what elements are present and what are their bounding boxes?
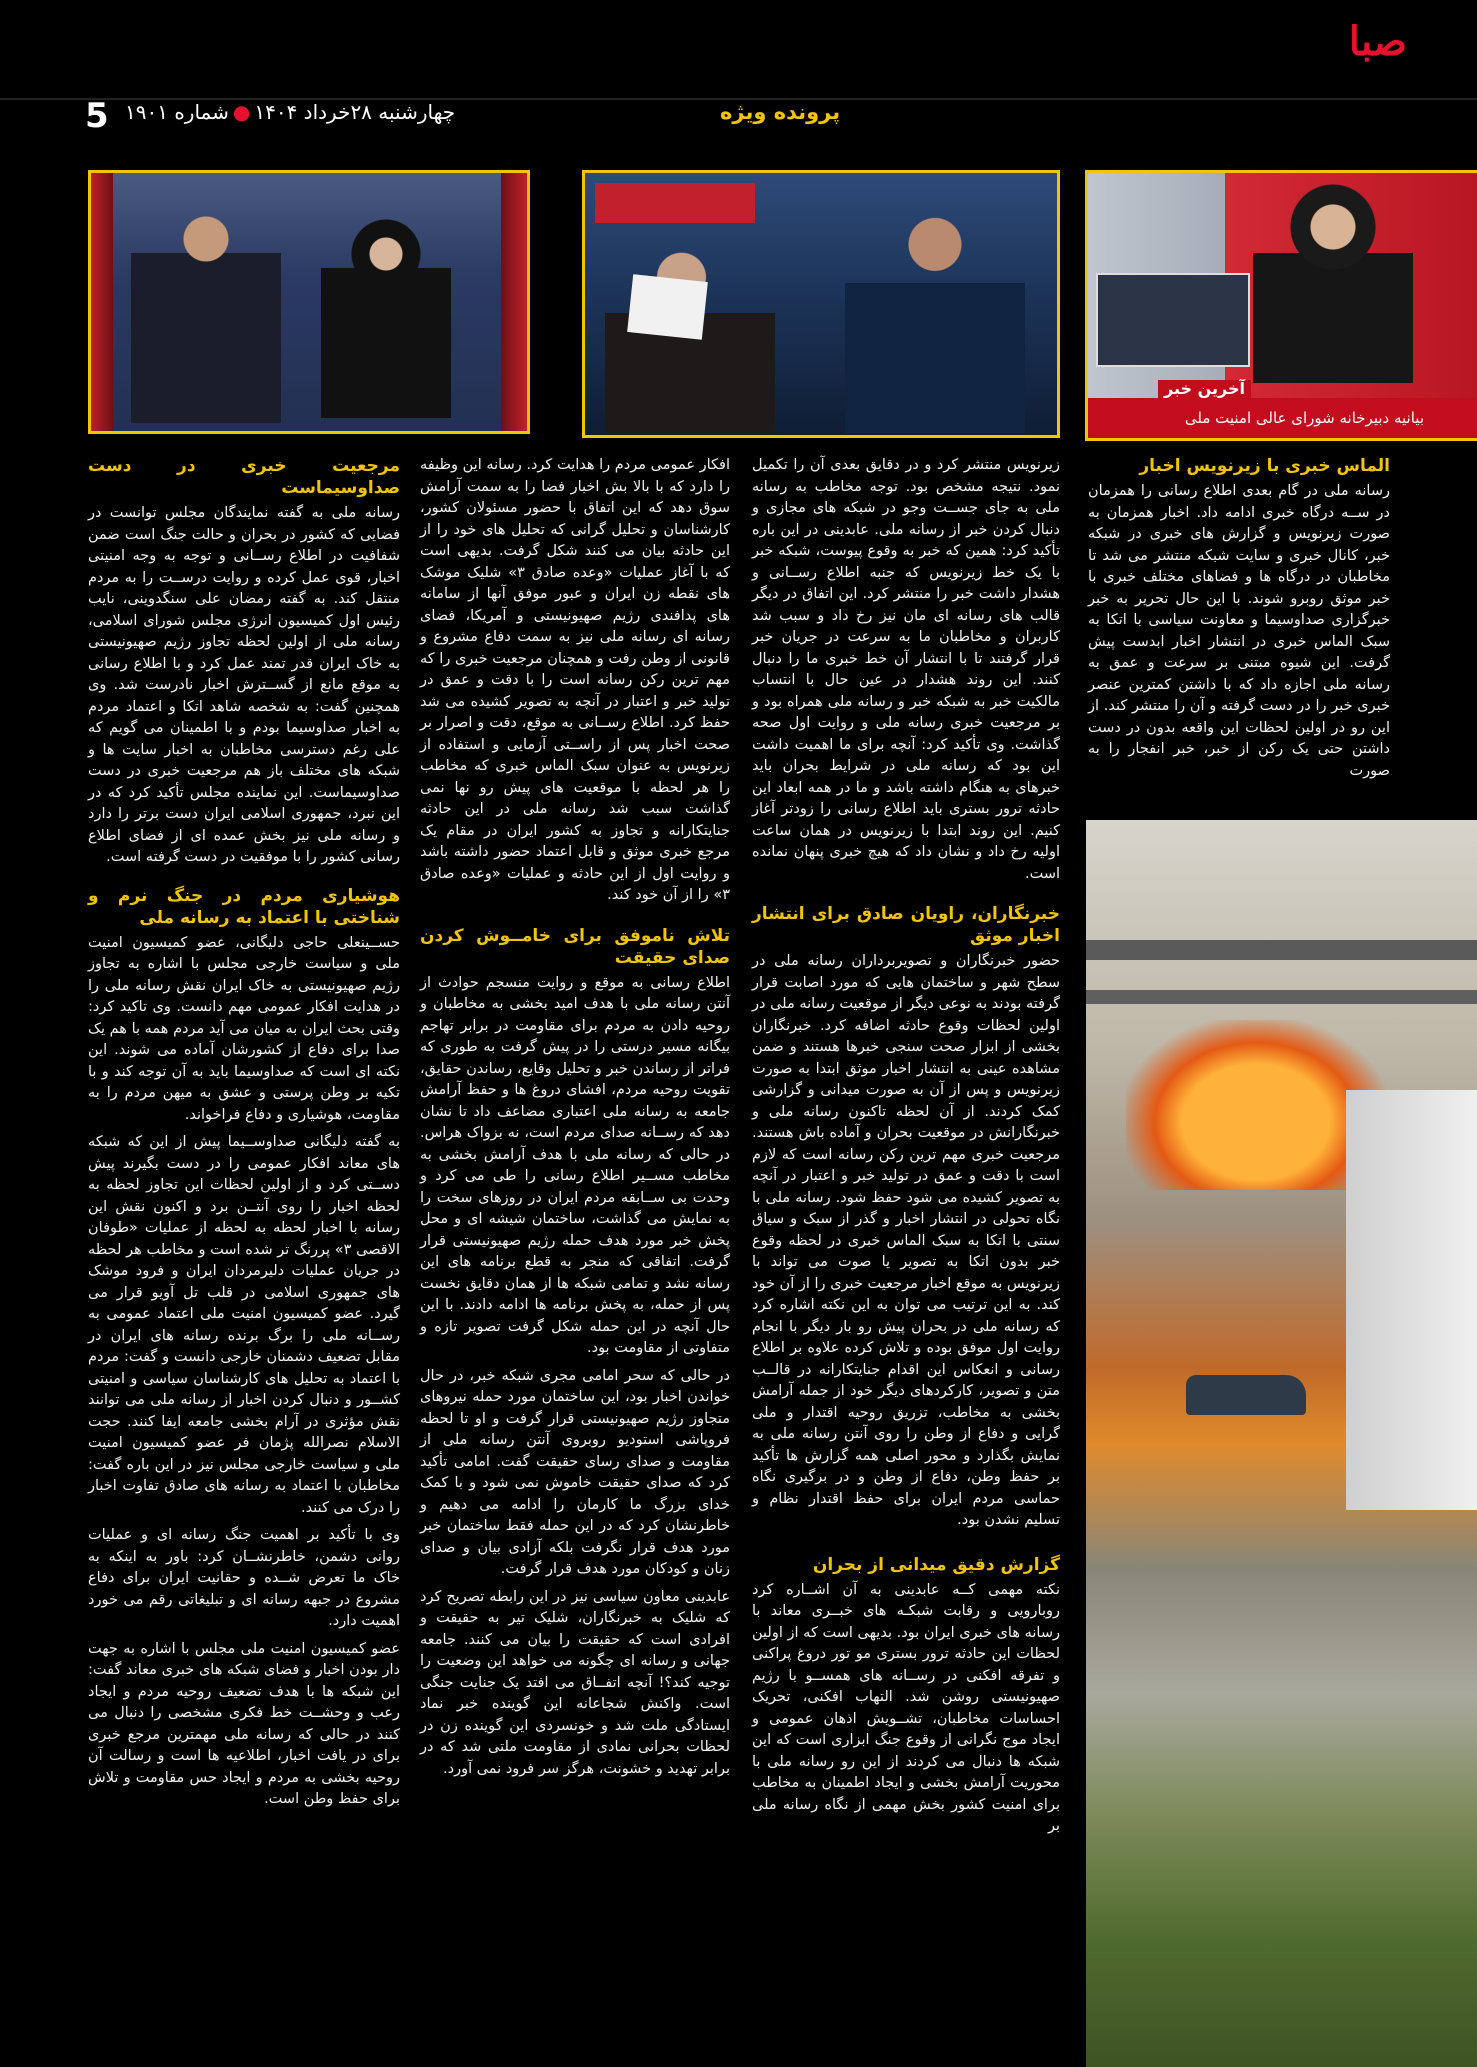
guest-figure	[131, 193, 281, 423]
news-ticker-text: بیانیه دبیرخانه شورای عالی امنیت ملی	[1184, 409, 1424, 427]
article-heading: خبرنگاران، راویان صادق برای انتشار اخبار موثق	[752, 904, 1060, 946]
car	[1186, 1375, 1306, 1415]
article-paragraph: عضو کمیسیون امنیت ملی مجلس با اشاره به جهت دار بودن اخبار و فضای شبکه های خبری معاند گفت: این شبکه ها با هدف تضعیف روحیه مردم و ایجاد رعب و وحشــت خط فکری مشخصی را دنبال می کنند در حالی که رسانه ملی مهمترین مرجع خبری برای در یافت اخبار، اطلاعیه ها است و رسالت آن روحیه بخشی به مردم و ایجاد حس مقاومت و تلاش برای حفظ وطن است.	[88, 1640, 400, 1807]
article-heading: تلاش ناموفق برای خامــوش کردن صدای حقیقت	[420, 925, 730, 968]
article-paragraph: عابدینی معاون سیاسی نیز در این رابطه تصریح کرد که شلیک به خبرنگاران، شلیک تیر به حقیقت و افرادی است که حقیقت را بیان می کنند. جامعه جهانی و رسانه ای چگونه می خواهد این وضعیت را توجیه کند؟! آنچه اتفــاق می افتد یک جنایت جنگی است. واکنش شجاعانه این گوینده خبر نماد ایستادگی ملت شد و خونسردی این گوینده زن در لحظات بحرانی نمادی از مقاومت ملتی شد که در برابر تهدید و خشونت، هرگز سر فرود نمی آورد.	[420, 1588, 730, 1777]
article-heading: مرجعیت خبری در دست صداوسیماست	[88, 456, 400, 498]
article-paragraph: اطلاع رسانی به موقع و روایت منسجم حوادث از آنتن رسانه ملی با هدف امید بخشی به مخاطبان و روحیه دادن به مردم برای مقاومت در برابر تهاجم بیگانه مسیر درستی را در پیش گرفت به طوری که فراتر از رساندن خبر و تحلیل وقایع، رساندن حقایق، تقویت روحیه مردم، افشای دروغ ها و حفظ آرامش جامعه به رسانه ملی اعتباری مضاعف داد تا نشان دهد که رســانه صدای مردم است، نه بزواک هراس. در حالی که رسانه ملی با هدف آرامش بخشی به مخاطب مســیر اطلاع رسانی را طی می کرد و وحدت بی ســابقه مردم ایران در روزهای سخت را به نمایش می گذاشت، ساختمان شیشه ای و محل پخش خبر مورد هدف حمله رژیم صهیونیستی قرار گرفت. اتفاقی که منجر به قطع برنامه های این رسانه نشد و تمامی شبکه ها از همان دقایق نخست پس از حمله، به پخش برنامه ها ادامه دادند. با این حال آنچه در این حمله شکل گرفت تصویر تازه و متفاوتی از مقاومت بود.	[420, 974, 730, 1356]
article-paragraph: به گفته دلیگانی صداوســیما پیش از این که شبکه های معاند افکار عمومی را در دست بگیرند پیش دســتی کرد و از اولین لحظات این تجاوز لحظه به لحظه اخبار را روی آنتــن برد و اکنون نقش این رسانه با اخبار لحظه به لحظه از عملیات «طوفان الاقصی ۳» پررنگ تر شده است و مخاطب هر لحظه در جریان عملیات دلیرمردان ایران و فرود موشک های جمهوری اسلامی در قلب تل آویو قرار می گیرد. عضو کمیسیون امنیت ملی اعتماد عمومی به رســانه ملی را برگ برنده رسانه های ایران در مقابل تضعیف دشمنان خارجی دانست و گفت: مردم با اعتماد به تحلیل های کارشناسان سیاسی و امنیتی کشــور و دنبال کردن اخبار از رسانه ملی می توانند نقش مؤثری در آرام بخشی جامعه ایفا کنند. حجت الاسلام نصرالله پژمان فر عضو کمیسیون امنیت ملی و سیاست خارجی مجلس نیز در این باره گفت: مخاطبان با اعتماد به رسانه های صادق تفاوت اخبار را درک می کنند.	[88, 1134, 400, 1516]
photo-building-fire	[1086, 820, 1477, 2067]
article-paragraph: رسانه ملی به گفته نمایندگان مجلس توانست در فضایی که کشور در بحران و حالت جنگ است ضمن شفافیت در اطلاع رســانی و توجه به وجه امنیتی اخبار، قوی عمل کرده و روایت درســت را به مردم منتقل کند. به گفته رمضان علی سنگدوینی، نایب رئیس اول کمیسیون انرژی مجلس شورای اسلامی، رسانه ملی از اولین لحظه تجاوز رژیم صهیونیستی به خاک ایران قدر تمند عمل کرد و با اطلاع رسانی به موقع مانع از گســترش اخبار نادرست شد. وی همچنین گفت: به شخصه شاهد اتکا و اعتماد مردم به اخبار صداوسیما بودم و با اطمینان می گویم که علی رغم دسترسی مخاطبان به اخبار سایت ها و شبکه های مختلف باز هم مرجعیت خبری در دست صداوسیماست. این نماینده مجلس تأکید کرد که در این نبرد، جمهوری اسلامی ایران دست برتر را دارد و رسانه ملی نیز بخش عمده ای از فضای اطلاع رسانی کشور را با موفقیت در دست گرفته است.	[88, 505, 400, 865]
article-diamond-news	[1088, 455, 1390, 788]
article-paragraph: حســینعلی حاجی دلیگانی، عضو کمیسیون امنیت ملی و سیاست خارجی مجلس با اشاره به تجاوز رژیم صهیونیستی به خاک ایران نقش رسانه ملی را در هدایت افکار عمومی مهم دانست. وی تاکید کرد: وقتی بحث ایران به میان می آید مردم همه با هم یک صدا برای دفاع از کشورشان آماده می شوند. این نکته ای است که صداوسیما باید به آن توجه کند و با تکیه بر وطن پرستی و عشق به میهن مردم را به مقاومت، هوشیاری و دفاع فراخواند.	[88, 934, 400, 1123]
article-paragraph: در حالی که سحر امامی مجری شبکه خبر، در حال خواندن اخبار بود، این ساختمان مورد حمله نیروهای متجاوز رژیم صهیونیستی قرار گرفت و او تا لحظه فروپاشی استودیو روبروی آنتن رسانه ملی از مقاومت و صدای رسای حقیقت گفت. امامی تأکید کرد که صدای حقیقت خاموش نمی شود و با کمک خدای بزرگ ما کارمان را ادامه می دهیم و خاطرنشان کرد که در این حمله فقط ساختمان خبر مورد هدف قرار نگرفت بلکه آزادی بیان و صدای زنان و کودکان مورد هدف قرار گرفت.	[420, 1367, 730, 1577]
dateline-separator: ●	[232, 100, 251, 124]
anchor-figure	[321, 218, 451, 418]
news-ticker	[1088, 379, 1477, 438]
page-header	[0, 0, 1477, 136]
photo-studio-paper	[582, 170, 1060, 438]
dateline	[125, 100, 455, 124]
article-column-4	[88, 455, 400, 1817]
article-paragraph: حضور خبرنگاران و تصویربرداران رسانه ملی در سطح شهر و ساختمان هایی که مورد اصابت قرار گرفته بودند به نوعی دیگر از موقعیت رسانه ملی در اولین لحظات وقوع حادثه اضافه کرد. خبرنگاران بخشی از ابزار صحت سنجی خبرها هستند و ضمن مشاهده عینی به انتشار اخبار موثق ابتدا به صورت زیرنویس و پس از آن به صورت میدانی و گزارشی کمک کردند. از آن لحظه تاکنون رسانه ملی و خبرنگارانش در موقعیت بحران و آماده باش هستند. مرجعیت خبری مهم ترین رکن رسانه است که لازم است با دقت و عمق در تولید خبر و اعتبار در آنچه به تصویر کشیده می شود حفظ شود. رسانه ملی با نگاه تحولی در انتشار اخبار و گذر از سبک و سیاق سنتی با اتکا به سبک الماس خبری در لحظه وقوع خبر بدون اتکا به تصویر یا صوت می تواند با زیرنویس به موقع اخبار مرجعیت خبری را از آن خود کند. به این ترتیب می توان به این نکته اشاره کرد که رسانه ملی در بحران پیش رو بار دیگر با انجام روایت اول موفق بوده و تلاش کرده علاوه بر اطلاع رسانی و انعکاس این اقدام جنایتکارانه در قالــب متن و تصویر، کارکردهای دیگر خود از جمله آرامش بخشی به مخاطب، تزریق روحیه اقتدار و ملی گرایی و دفاع از وطن را روی آنتن رسانه ملی به نمایش بگذارد و محور اصلی همه گزارش ها تأکید بر حفظ وطن، دفاع از وطن و در برگیری نگاه حماسی مردم ایران برای حفظ اقتدار نظام و تسلیم نشدن بود.	[752, 953, 1060, 1528]
host-figure	[845, 203, 1025, 433]
magazine-logo: صبا	[1348, 18, 1407, 65]
photo-tv-news	[1085, 170, 1477, 441]
paper-sheet	[627, 274, 708, 340]
article-heading: هوشیاری مردم در جنگ نرم و شناختی با اعتماد به رسانه ملی	[88, 885, 400, 928]
issue-date: چهارشنبه ۲۸خرداد ۱۴۰۴	[254, 100, 456, 124]
article-paragraph: رسانه ملی در گام بعدی اطلاع رسانی را همزمان در ســه درگاه خبری ادامه داد. اخبار همزمان به صورت زیرنویس و گزارش های خبری در شبکه خبر، کانال خبری و سایت شبکه منتشر می شد تا مخاطبان در درگاه ها و فضاهای مختلف خبری با خبر موثق روبرو شوند. با این حال تحریر به خبر خبرگزاری صداوسیما و معاونت سیاسی با اتکا به سبک الماس خبری در انتشار اخبار ابدست پیش گرفت. این شیوه مبتنی بر سرعت و عمق به رسانه ملی اجازه داد که با داشتن کمترین عنصر خبری خبر را در دست گرفته و آن را منتشر کند. از این رو در اولین لحظات این واقعه بدون در دست داشتن حتی یک رکن از خبر، خبر انفجار را به صورت	[1088, 483, 1390, 779]
page-number: 5	[85, 96, 109, 136]
article-paragraph: وی با تأکید بر اهمیت جنگ رسانه ای و عملیات روانی دشمن، خاطرنشــان کرد: باور به اینکه به خاک ما تعرض شــده و حقانیت ایران برای دفاع مشروع در جبهه رسانه ای و تبلیغاتی رقم می خورد اهمیت دارد.	[88, 1527, 400, 1629]
foreground-wall	[1346, 1090, 1477, 1510]
article-column-2	[752, 455, 1060, 1844]
article-heading: گزارش دقیق میدانی از بحران	[812, 1554, 1060, 1575]
issue-number: شماره ۱۹۰۱	[125, 100, 229, 124]
inset-screen	[1096, 273, 1250, 367]
newsreader-figure	[1253, 183, 1413, 383]
article-heading: الماس خبری با زیرنویس اخبار	[1139, 456, 1390, 476]
article-paragraph: زیرنویس منتشر کرد و در دقایق بعدی آن را تکمیل نمود. نتیجه مشخص بود. توجه مخاطب به رسانه ملی به جای جســت وجو در شبکه های مجازی و دنبال کردن خبر از رسانه ملی. عابدینی در این باره تأکید کرد: همین که خبر به وقوع پیوست، شبکه خبر با یک خط زیرنویس که جنبه اطلاع رســانی و هشدار داشت خبر را منتشر کرد. این اتفاق در دیگر قالب های رسانه ای مان نیز رخ داد و سبب شد کاربران و مخاطبان ما به سرعت در جریان خبر قرار گرفتند تا با انتشار آن خط خبری ما را دنبال کنند. این روند هشدار در عین حال با انتساب مالکیت خبر به شبکه خبر و رسانه ملی همراه بود و بر مرجعیت خبری رسانه ملی و روایت اول صحه گذاشت. وی تأکید کرد: آنچه برای ما اهمیت داشت این بود که رسانه ملی در شرایط بحران باید خبرهای به هنگام داشته باشد و ما در همه ابعاد این حادثه ترور بستری باید اطلاع رسانی را زودتر آغاز کنیم. این روند ابتدا با زیرنویس در همان ساعت اولیه رخ داد و نشان داد که هیچ خبری پنهان نمانده است.	[752, 457, 1060, 882]
section-title: پرونده ویژه	[720, 100, 841, 124]
photo-studio-interview	[88, 170, 530, 434]
news-brand: آخرین خبر	[1158, 380, 1251, 398]
article-column-3	[420, 455, 730, 1786]
article-paragraph: نکته مهمی کــه عابدینی به آن اشــاره کرد روبارویی و رقابت شبکـه های خبــری معاند با رسانه های خبری ایران بود. بدیهی است که از اولین لحظات این حادثه ترور بستری مو تور دروغ پراکنی و تفرقه افکنی در رســانه های همســو با رژیم صهیونیستی روشن شد. التهاب افکنی، تحریک احساسات مخاطبان، تشــویش اذهان عمومی و ایجاد موج نگرانی از وقوع جنگ ابزاری است که این شبکه ها دنبال می کردند از این رو رسانه ملی با محوریت آرامش بخشی و ایجاد اطمینان به مخاطب برای امنیت کشور بخش مهمی از نگاه رسانه ملی بر	[752, 1581, 1060, 1834]
article-paragraph: افکار عمومی مردم را هدایت کرد. رسانه این وظیفه را دارد که با بالا بش اخبار فضا را به سمت آرامش سوق دهد که این اتفاق با حضور مسئولان کشور، کارشناسان و تحلیل گرانی که تحلیل های خود را از این حادثه بیان می کنند شکل گرفت. بدیهی است که با آغاز عملیات «وعده صادق ۳» شلیک موشک های نقطه زن ایران و عبور موفق آنها از سامانه های پدافندی رژیم صهیونیستی و آمریکا، فضای رسانه ای رسانه ملی نیز به سمت دفاع مشروع و قانونی از وطن رفت و همچنان مرجعیت خبری را که مهم ترین رکن رسانه است را با دقت و عمق در تولید خبر و اعتبار در آنچه به تصویر کشیده می شد حفظ کرد. اطلاع رســانی به موقع، دقت و اصرار بر صحت اخبار پس از راســتی آزمایی و استفاده از زیرنویس به عنوان سبک الماس خبری که مخاطب را هر لحظه با موقعیت های پیش رو نها نمی گذاشت سبب شد رسانه ملی در این حادثه جنایتکارانه و تجاوز به کشور ایران در مقام یک مرجع خبری موثق و قابل اعتماد حضور داشته باشد و روایت اول از این حادثه و عملیات «وعده صادق ۳» را از آن خود کند.	[420, 457, 730, 903]
